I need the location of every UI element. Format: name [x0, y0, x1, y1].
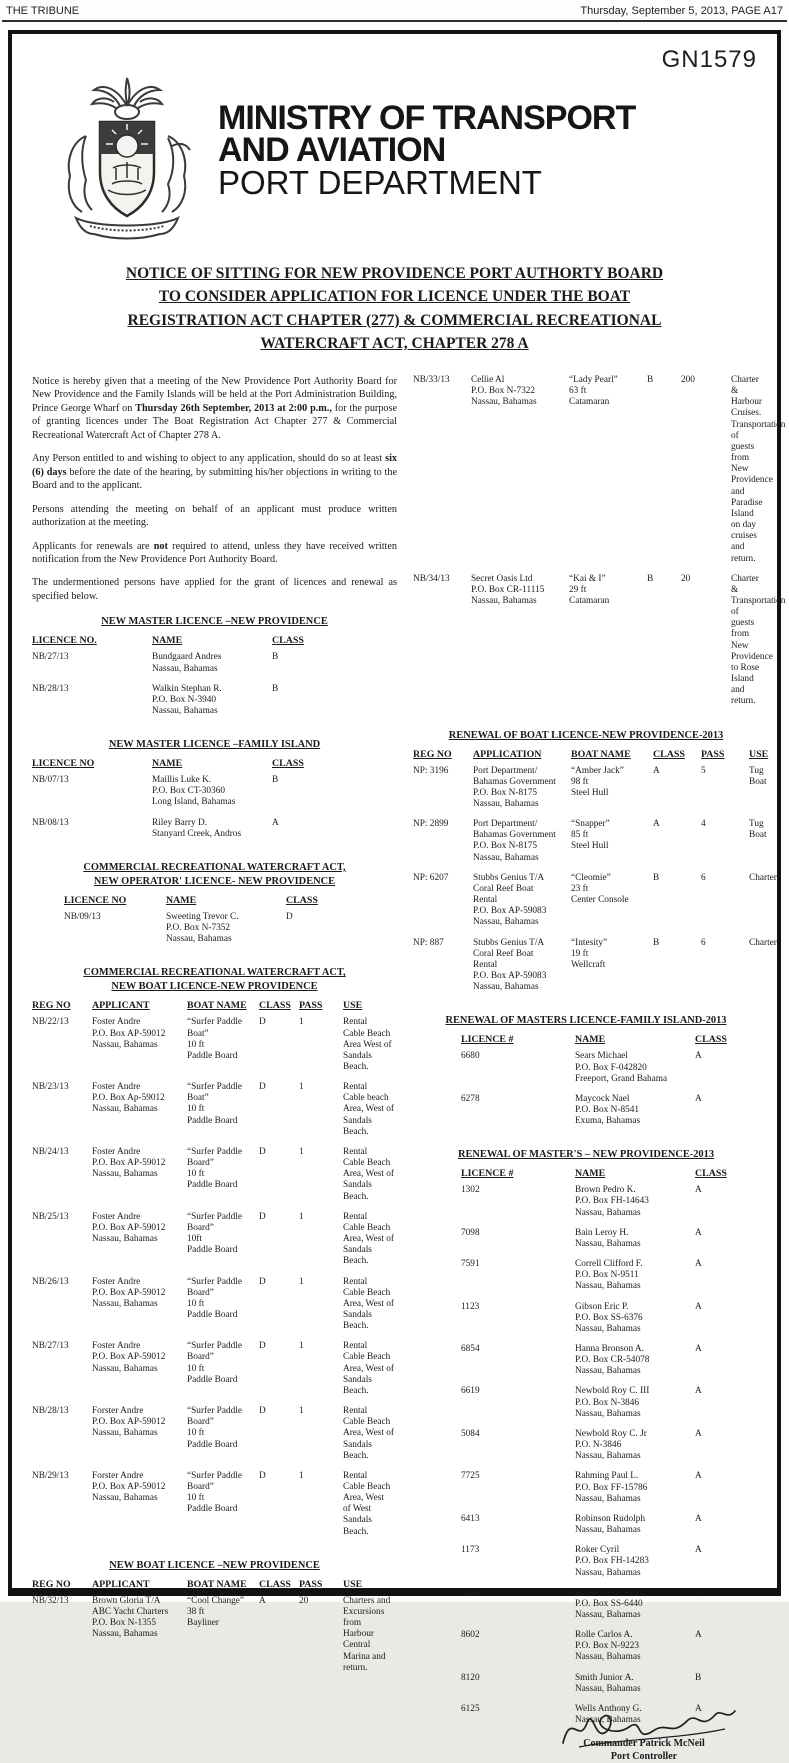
page-date: Thursday, September 5, 2013, PAGE A17 [580, 5, 783, 17]
table-cell: 1 [299, 1341, 304, 1352]
table-cell: Tug Boat [749, 765, 767, 787]
table-row [461, 1630, 751, 1672]
table-cell: “Cool Change” 38 ft Bayliner [187, 1595, 245, 1629]
table-cell: “Surfer Paddle Board” 10 ft Paddle Board [187, 1470, 242, 1515]
table-row [32, 1341, 397, 1406]
table-cell: 6413 [461, 1513, 480, 1524]
notice-box [8, 30, 786, 1763]
column-header: CLASS [286, 894, 318, 906]
table-cell: 1 [299, 1146, 304, 1157]
table-cell: Charter [749, 937, 777, 948]
table-cell: Charter [749, 872, 777, 883]
table-new-master-new-providence [32, 616, 397, 726]
table-row [64, 912, 378, 954]
table-cell: D [259, 1470, 266, 1481]
table-row [461, 1259, 751, 1301]
table-header-row [32, 1000, 397, 1017]
table-cell: A [653, 765, 660, 776]
table-cell: 6854 [461, 1344, 480, 1354]
column-header: USE [749, 748, 769, 760]
table-row [32, 1471, 397, 1547]
table-row [461, 1185, 751, 1227]
table-cell: Foster Andre P.O. Box AP-59012 Nassau, Bahamas [92, 1341, 166, 1374]
table-cell: D [259, 1211, 266, 1222]
table-cell: “Amber Jack” 98 ft Steel Hull [571, 765, 624, 798]
table-cell: Walkin Stephan R. P.O. Box N-3940 Nassau, Bahamas [152, 683, 222, 716]
column-header: CLASS [259, 1578, 291, 1590]
table-cell: 20 [681, 573, 691, 584]
table-header-row [461, 1168, 751, 1185]
table-cell: Russell John M.E. P.O. Box SS-6440 Nassau, Bahamas [575, 1587, 644, 1620]
table-cell: D [259, 1082, 266, 1093]
table-cell: 7591 [461, 1259, 480, 1270]
right-column [409, 375, 786, 1763]
table-cell: Rental Cable Beach Area, West of Sandals Beach. [343, 1406, 394, 1461]
intro-paragraphs [32, 375, 397, 603]
table-row [32, 684, 353, 726]
column-header: LICENCE NO [32, 758, 95, 770]
table-cell: Rolle Carlos A. P.O. Box N-9223 Nassau, Bahamas [575, 1630, 641, 1663]
table-cell: Foster Andre P.O. Box AP-59012 Nassau, Bahamas [92, 1276, 166, 1309]
table-row [32, 1147, 397, 1212]
table-cell: Rental Cable beach Area, West of Sandals Beach. [343, 1082, 394, 1137]
column-header: USE [343, 1578, 363, 1590]
ministry-title-line1: MINISTRY OF TRANSPORT [218, 99, 636, 137]
left-column [32, 375, 397, 1683]
table-cell: Newbold Roy C. III P.O. Box N-3846 Nassau, Bahamas [575, 1386, 650, 1419]
notice-title-line: NOTICE OF SITTING FOR NEW PROVIDENCE PORT AUTHORTY BOARD [125, 265, 664, 282]
column-header: LICENCE # [461, 1034, 514, 1046]
table-row [32, 775, 353, 817]
table-cell: NB/26/13 [32, 1276, 69, 1287]
table-row [32, 1212, 397, 1277]
table-cell: Charter & Harbour Cruises. Transportation of guests from New Providence and Paradise Island on day cruises and return. [731, 375, 786, 564]
table-cell: Sears Michael P.O. Box F-042820 Freeport, Grand Bahama [575, 1051, 668, 1084]
table-cell: NP: 6207 [413, 872, 449, 883]
section-title: COMMERCIAL RECREATIONAL WATERCRAFT ACT, [83, 967, 346, 979]
table-cell: “Cleomie” 23 ft Center Console [571, 872, 629, 906]
table-cell: NB/33/13 [413, 375, 450, 385]
table-cell: “Surfer Paddle Board” 10 ft Paddle Board [187, 1406, 242, 1450]
table-cell: “Surfer Paddle Boat” 10 ft Paddle Board [187, 1017, 242, 1061]
table-cell: Port Department/ Bahamas Government P.O. Box N-8175 Nassau, Bahamas [473, 819, 556, 863]
column-header: NAME [575, 1168, 606, 1180]
table-row [32, 1017, 397, 1082]
table-cell: B [647, 573, 654, 584]
section-title: RENEWAL OF MASTERS LICENCE-FAMILY ISLAND-2013 [445, 1015, 727, 1027]
column-header: BOAT NAME [187, 1000, 247, 1012]
signatory-name: Commander Patrick McNeil [583, 1738, 705, 1750]
table-cell: Stubbs Genius T/A Coral Reef Boat Rental P.O. Box AP-59083 Nassau, Bahamas [473, 872, 547, 928]
table-row [461, 1588, 751, 1630]
table-cell: D [286, 911, 293, 922]
table-header-row [32, 758, 353, 775]
table-renewal-masters-new-providence [409, 1149, 763, 1735]
signatory-title: Port Controller [610, 1751, 678, 1763]
notice-title-line: WATERCRAFT ACT, CHAPTER 278 A [260, 334, 529, 352]
table-cell: 1 [299, 1211, 304, 1222]
table-cell: NB/32/13 [32, 1595, 69, 1606]
table-cell: D [259, 1017, 266, 1028]
table-cell: 1123 [461, 1301, 480, 1312]
table-cell: A [695, 1471, 702, 1482]
table-cell: B [272, 775, 279, 786]
notice-columns [12, 355, 786, 1763]
column-header: CLASS [695, 1168, 727, 1180]
table-cell: A [695, 1259, 702, 1270]
table-cell: Rental Cable Beach Area, West of Sandals Beach. [343, 1276, 394, 1332]
table-cell: A [695, 1301, 702, 1312]
column-header: CLASS [695, 1034, 727, 1046]
table-cell: “Lady Pearl” 63 ft Catamaran [569, 375, 618, 408]
table-cell: 6 [701, 937, 706, 948]
table-cell: 5084 [461, 1428, 480, 1439]
table-cell: Maycock Nael P.O. Box N-8541 Exuma, Bahamas [575, 1093, 641, 1127]
table-header-row [32, 1579, 397, 1596]
table-crw-new-boat-licence [32, 967, 397, 1546]
table-cell: 5 [701, 765, 706, 776]
table-cell: A [259, 1595, 266, 1606]
ministry-title [218, 99, 636, 201]
column-header: NAME [166, 894, 197, 906]
table-cell: 1 [299, 1406, 304, 1417]
table-cell: Wells Anthony G. Nassau, Bahamas [575, 1703, 642, 1726]
table-cell: NB/08/13 [32, 817, 69, 828]
table-row [409, 766, 763, 820]
column-header: APPLICATION [473, 748, 542, 760]
bahamas-coat-of-arms-icon [56, 76, 198, 242]
table-cell: “Kai & I” 29 ft Catamaran [569, 573, 610, 606]
table-cell: Sweeting Trevor C. P.O. Box N-7352 Nassau, Bahamas [166, 911, 239, 945]
table-cell: Correll Clifford F. P.O. Box N-9511 Nassau, Bahamas [575, 1259, 643, 1292]
table-row [461, 1545, 751, 1587]
table-cell: NB/25/13 [32, 1211, 69, 1222]
table-cell: A [695, 1428, 702, 1439]
column-header: CLASS [272, 758, 304, 770]
table-cell: Cellie Al P.O. Box N-7322 Nassau, Bahamas [471, 375, 537, 408]
table-cell: Foster Andre P.O. Box AP-59012 Nassau, Bahamas [92, 1017, 166, 1050]
table-cell: “Surfer Paddle Board” 10ft Paddle Board [187, 1211, 242, 1256]
section-title: NEW MASTER LICENCE –NEW PROVIDENCE [101, 616, 328, 628]
table-cell: 200 [681, 375, 695, 385]
section-title: NEW MASTER LICENCE –FAMILY ISLAND [108, 739, 321, 751]
column-header: APPLICANT [92, 1000, 150, 1012]
column-header: LICENCE NO [64, 894, 127, 906]
column-header: NAME [575, 1034, 606, 1046]
table-cell: Stubbs Genius T/A Coral Reef Boat Rental P.O. Box AP-59083 Nassau, Bahamas [473, 937, 547, 993]
table-cell: Gibson Eric P. P.O. Box SS-6376 Nassau, Bahamas [575, 1301, 643, 1334]
column-header: NAME [152, 635, 183, 647]
paragraph: Notice is hereby given that a meeting of the New Providence Port Authority Board for New Providence and the Family Islands will be held at the Port Administration Building, Prince George Wharf on Thursday 26th September, 2013 at 2:00 p.m., for the purpose of granting licences under The Boat Registration Act Chapter 277 & Commercial Recreational Watercraft Act of Chapter 278 A. [32, 376, 397, 441]
table-cell: Roker Cyril P.O. Box FH-14283 Nassau, Bahamas [575, 1545, 649, 1578]
table-cell: B [272, 652, 279, 663]
table-row [32, 1596, 397, 1683]
column-header: REG NO [32, 1000, 71, 1012]
section-title: NEW OPERATOR' LICENCE- NEW PROVIDENCE [93, 875, 336, 887]
column-header: USE [343, 1000, 363, 1012]
table-cell: 6278 [461, 1093, 480, 1104]
table-row [32, 652, 353, 683]
table-cell: A [695, 1545, 702, 1556]
table-cell: “Intesity” 19 ft Wellcraft [571, 937, 608, 970]
newspaper-name: THE TRIBUNE [6, 5, 80, 17]
column-header: REG NO [32, 1578, 71, 1590]
section-title: RENEWAL OF BOAT LICENCE-NEW PROVIDENCE-2013 [448, 729, 724, 741]
table-cell: 1173 [461, 1545, 480, 1556]
notice-title [39, 262, 750, 355]
table-cell: Maillis Luke K. P.O. Box CT-30360 Long Island, Bahamas [152, 775, 236, 808]
table-cell: 7725 [461, 1471, 480, 1482]
table-cell: Rental Cable Beach Area, West of Sandals Beach. [343, 1146, 394, 1202]
table-cell: Tug Boat [749, 819, 767, 841]
paragraph: Applicants for renewals are not required to attend, unless they have received written notification from the New Providence Port Authority Board. [32, 540, 397, 565]
table-cell: NB/23/13 [32, 1082, 69, 1093]
table-cell: Rental Cable Beach Area, West of Sandals Beach. [343, 1341, 394, 1396]
table-cell: “Surfer Paddle Board” 10 ft Paddle Board [187, 1146, 242, 1191]
table-cell: Newbold Roy C. Jr P.O. N-3846 Nassau, Bahamas [575, 1428, 647, 1462]
table-cell: B [695, 1672, 702, 1683]
table-row [461, 1429, 751, 1471]
column-header: CLASS [653, 748, 685, 760]
table-row [461, 1302, 751, 1344]
table-cell: A [695, 1703, 702, 1714]
column-header: PASS [701, 748, 725, 760]
column-header: CLASS [272, 635, 304, 647]
table-cell: D [259, 1341, 266, 1352]
column-header: LICENCE # [461, 1168, 514, 1180]
column-header: BOAT NAME [187, 1578, 247, 1590]
table-cell: Secret Oasis Ltd P.O. Box CR-11115 Nassau, Bahamas [471, 573, 545, 606]
ministry-title-line3: PORT DEPARTMENT [218, 163, 542, 201]
section-title: RENEWAL OF MASTER'S – NEW PROVIDENCE-2013 [457, 1149, 715, 1161]
table-cell: A [695, 1093, 702, 1104]
table-cell: 4 [701, 819, 706, 830]
table-row [461, 1051, 751, 1093]
table-cell: D [259, 1276, 266, 1287]
running-head-rule [2, 20, 787, 22]
table-cell: NB/27/13 [32, 652, 69, 663]
table-cell: B [653, 937, 660, 948]
table-cell: Rahming Paul L. P.O. Box FF-15786 Nassau, Bahamas [575, 1471, 648, 1504]
table-cell: NB/29/13 [32, 1470, 69, 1481]
gazette-number: GN1579 [661, 46, 757, 73]
table-row [409, 819, 763, 873]
table-cell: 1302 [461, 1185, 480, 1196]
paragraph: The undermentioned persons have applied for the grant of licences and renewal as specified below. [32, 577, 397, 602]
table-cell: 1 [299, 1082, 304, 1093]
table-cell: NB/09/13 [64, 911, 101, 922]
table-cell: A [272, 817, 279, 828]
table-row [461, 1228, 751, 1259]
section-title: NEW BOAT LICENCE –NEW PROVIDENCE [109, 1559, 320, 1571]
table-cell: 7098 [461, 1227, 480, 1238]
table-row [461, 1471, 751, 1513]
table-row [461, 1344, 751, 1386]
section-title: COMMERCIAL RECREATIONAL WATERCRAFT ACT, [83, 861, 346, 873]
table-cell: 8602 [461, 1630, 480, 1641]
ministry-masthead [56, 76, 777, 242]
table-cell: 6680 [461, 1051, 480, 1062]
table-cell: Brown Gloria T/A ABC Yacht Charters P.O. Box N-1355 Nassau, Bahamas [92, 1595, 169, 1640]
table-cell: Robinson Rudolph Nassau, Bahamas [575, 1513, 645, 1536]
table-cell: Port Department/ Bahamas Government P.O. Box N-8175 Nassau, Bahamas [473, 765, 556, 809]
table-cell: Forster Andre P.O. Box AP-59012 Nassau, Bahamas [92, 1406, 166, 1439]
table-row [409, 938, 763, 1003]
table-cell: A [695, 1630, 702, 1641]
table-row [409, 873, 763, 938]
table-cell: A [695, 1227, 702, 1238]
column-header: NAME [152, 758, 183, 770]
table-cell: 1 [299, 1470, 304, 1481]
table-cell: A [695, 1051, 702, 1062]
table-cell: 1 [299, 1017, 304, 1028]
table-cell: Foster Andre P.O. Box Ap-59012 Nassau, Bahamas [92, 1082, 165, 1115]
table-row [409, 574, 763, 717]
notice-title-line: REGISTRATION ACT CHAPTER (277) & COMMERCIAL RECREATIONAL [127, 311, 662, 329]
table-cell: Foster Andre P.O. Box AP-59012 Nassau, Bahamas [92, 1211, 166, 1245]
table-cell: D [259, 1146, 266, 1157]
table-cell: 20 [299, 1595, 309, 1606]
table-renewal-boat-licence [409, 729, 777, 1003]
column-header: BOAT NAME [571, 748, 631, 760]
table-row [461, 1094, 751, 1136]
table-row [32, 1277, 397, 1342]
table-new-master-family-island [32, 739, 397, 849]
table-cell: 1 [299, 1276, 304, 1287]
table-cell: Charter & Transportation of guests from New Providence to Rose Island and return. [731, 573, 786, 707]
table-cell: “Surfer Paddle Board” 10 ft Paddle Board [187, 1276, 242, 1320]
section-title: NEW BOAT LICENCE-NEW PROVIDENCE [111, 981, 318, 993]
paragraph: Persons attending the meeting on behalf of an applicant must produce written authorization at the meeting. [32, 503, 397, 529]
table-cell: A [695, 1587, 702, 1598]
table-cell: Brown Pedro K. P.O. Box FH-14643 Nassau, Bahamas [575, 1185, 649, 1218]
notice-title-line: TO CONSIDER APPLICATION FOR LICENCE UNDER THE BOAT [158, 288, 631, 306]
table-row [461, 1514, 751, 1545]
table-header-row [409, 749, 763, 766]
table-cell: NB/28/13 [32, 683, 69, 694]
table-cell: NB/34/13 [413, 573, 450, 584]
column-header: APPLICANT [92, 1578, 150, 1590]
table-cell: NB/07/13 [32, 775, 69, 786]
table-cell: Rental Cable Beach Area West of Sandals Beach. [343, 1017, 392, 1072]
table-cell: Hanna Bronson A. P.O. Box CR-54078 Nassau, Bahamas [575, 1344, 650, 1377]
table-header-row [64, 895, 378, 912]
column-header: PASS [299, 1578, 323, 1590]
table-cell: 6 [701, 872, 706, 883]
column-header: REG NO [413, 748, 452, 760]
table-new-boat-licence [32, 1560, 397, 1683]
table-cell: D [259, 1406, 266, 1417]
signature-block [529, 1699, 759, 1763]
table-row [32, 1082, 397, 1147]
table-header-row [32, 635, 353, 652]
table-cell: 8120 [461, 1672, 480, 1683]
table-cell: A [695, 1386, 702, 1397]
table-cell: “Surfer Paddle Boat” 10 ft Paddle Board [187, 1082, 242, 1126]
table-cell: B [272, 683, 279, 694]
table-cell: “Surfer Paddle Board” 10 ft Paddle Board [187, 1341, 242, 1385]
table-row [409, 375, 763, 574]
table-header-row [461, 1034, 751, 1051]
paragraph: Any Person entitled to and wishing to object to any application, should do so at least six (6) days before the date of the hearing, by submitting his/her objections in writing to the Board and to the applicant. [32, 453, 397, 492]
table-cell: 6125 [461, 1703, 480, 1714]
table-new-operator-licence [32, 862, 397, 954]
table-cell: NB/28/13 [32, 1406, 69, 1417]
table-cell: NP: 887 [413, 937, 444, 948]
table-row [32, 1406, 397, 1471]
table-cell: NP: 2899 [413, 819, 449, 830]
table-cell: Forster Andre P.O. Box AP-59012 Nassau, Bahamas [92, 1470, 166, 1504]
table-row [32, 818, 353, 849]
table-cell: NB/24/13 [32, 1146, 69, 1157]
column-header: PASS [299, 1000, 323, 1012]
column-header: CLASS [259, 1000, 291, 1012]
table-cell: Rental Cable Beach Area, West of West Sandals Beach. [343, 1470, 391, 1537]
table-cell: NB/22/13 [32, 1017, 69, 1028]
table-cell: Smith Junior A. Nassau, Bahamas [575, 1672, 641, 1694]
column-header: LICENCE NO. [32, 635, 97, 647]
table-cell: Bundgaard Andres Nassau, Bahamas [152, 652, 222, 674]
table-cell: Riley Barry D. Stanyard Creek, Andros [152, 817, 242, 839]
table-cell: A [695, 1344, 702, 1354]
table-cell: NP: 3196 [413, 765, 449, 776]
table-cell: NB/27/13 [32, 1341, 69, 1352]
table-cell: A [695, 1185, 702, 1196]
table-cell: Charters and Excursions from Harbour Central Marina and return. [343, 1595, 391, 1673]
table-cell: 6854 [461, 1587, 480, 1598]
running-head [0, 0, 789, 20]
table-cell: A [695, 1513, 702, 1524]
table-cell: B [653, 872, 660, 883]
table-row [461, 1386, 751, 1428]
table-cell: A [653, 819, 660, 830]
table-cell: B [647, 375, 654, 385]
table-renewal-masters-family-island [409, 1015, 763, 1136]
table-cell: Bain Leroy H. Nassau, Bahamas [575, 1227, 641, 1249]
table-cell: Rental Cable Beach Area, West of Sandals Beach. [343, 1211, 394, 1267]
table-cell: 6619 [461, 1386, 480, 1397]
ministry-title-line2: AND AVIATION [218, 131, 446, 170]
table-new-boat-licence-continued [409, 375, 786, 717]
table-cell: Foster Andre P.O. Box AP-59012 Nassau, Bahamas [92, 1146, 166, 1180]
table-cell: “Snapper” 85 ft Steel Hull [571, 819, 610, 852]
